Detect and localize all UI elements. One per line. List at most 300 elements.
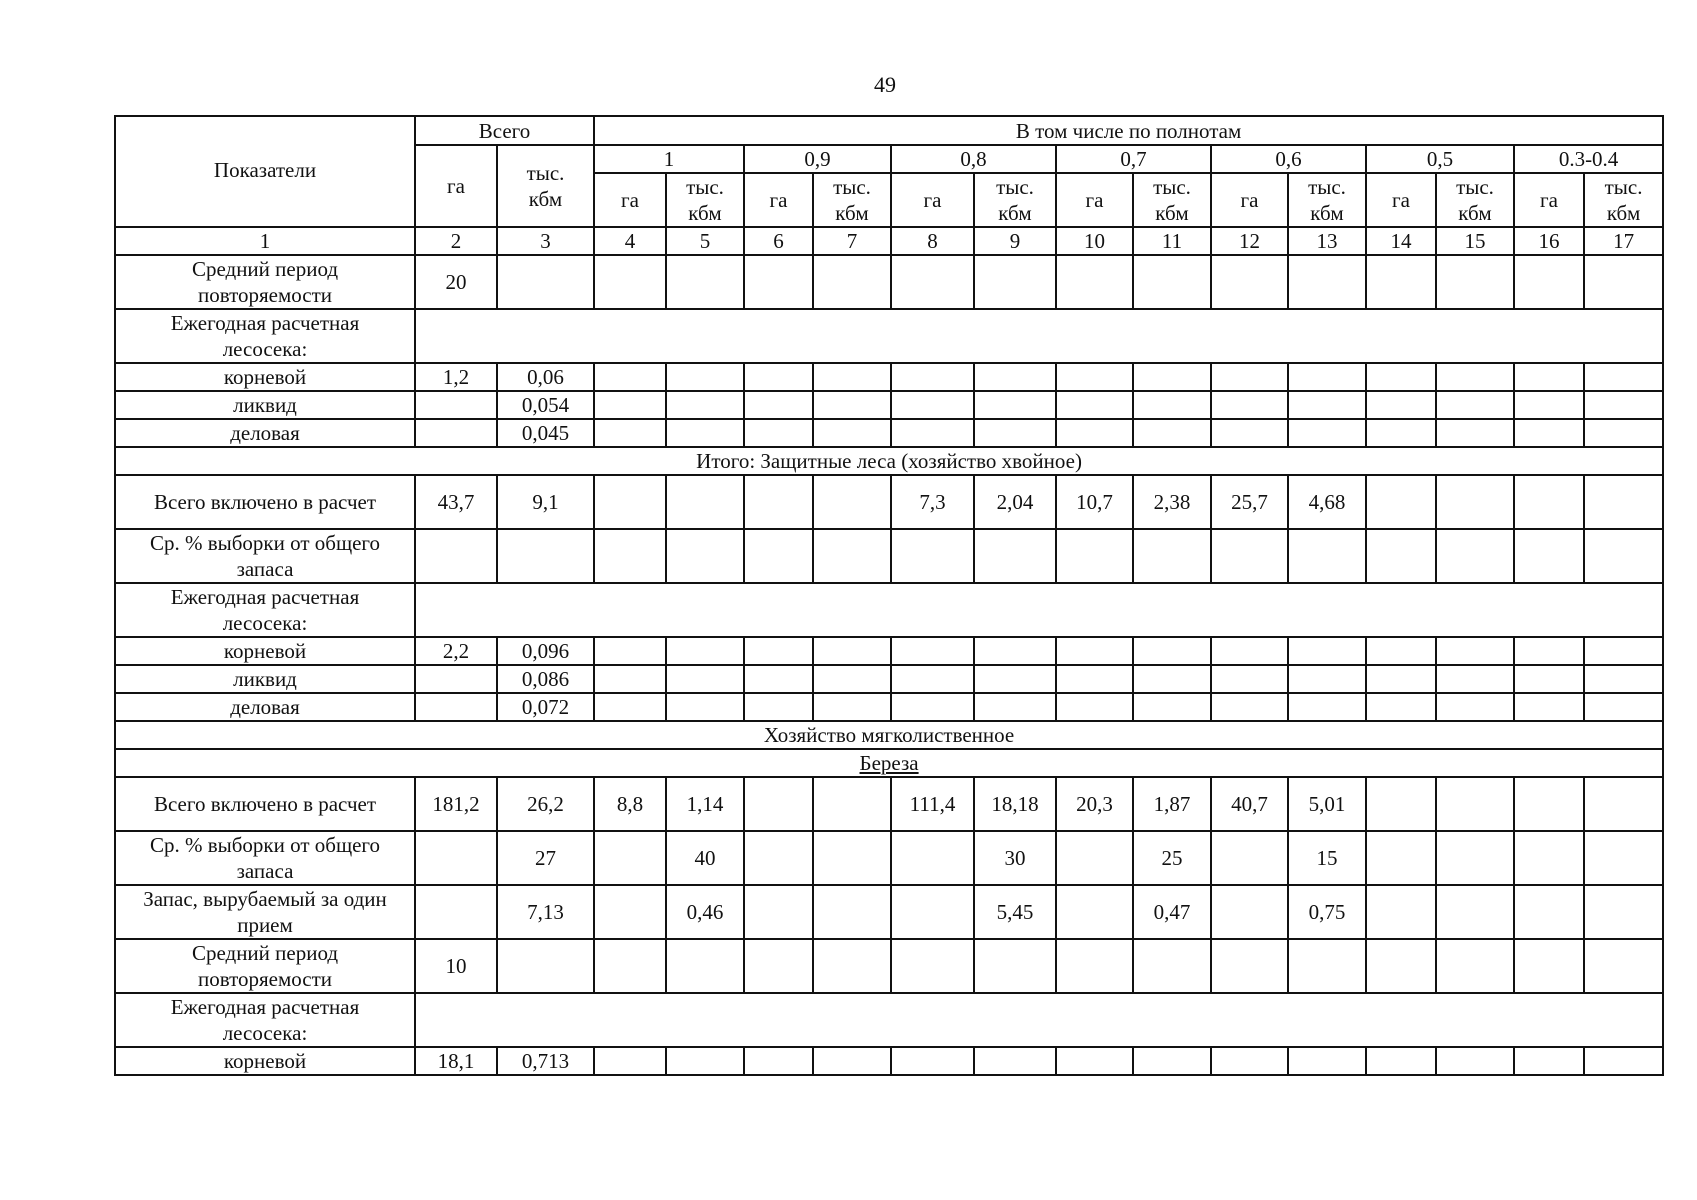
forest-allowance-table xyxy=(114,115,1664,1076)
table-cell xyxy=(974,255,1056,309)
table-cell xyxy=(1584,939,1663,993)
merged-empty-cell xyxy=(415,309,1663,363)
column-number: 11 xyxy=(1133,227,1211,255)
table-cell xyxy=(415,831,497,885)
table-cell xyxy=(891,885,974,939)
table-cell xyxy=(1133,665,1211,693)
table-cell xyxy=(744,693,813,721)
table-cell xyxy=(974,1047,1056,1075)
table-cell: 18,18 xyxy=(974,777,1056,831)
row-label: деловая xyxy=(115,693,415,721)
table-cell xyxy=(813,529,891,583)
table-cell xyxy=(744,885,813,939)
table-row xyxy=(115,363,1663,391)
table-cell xyxy=(497,529,594,583)
table-cell xyxy=(415,391,497,419)
table-cell xyxy=(1514,419,1584,447)
table-cell xyxy=(1514,391,1584,419)
table-cell xyxy=(744,831,813,885)
table-cell xyxy=(666,529,744,583)
unit-volume: тыс. кбм xyxy=(974,173,1056,227)
row-label: Ежегодная расчетная лесосека: xyxy=(115,583,415,637)
table-cell xyxy=(1436,939,1514,993)
header-by-density: В том числе по полнотам xyxy=(594,116,1663,145)
table-cell xyxy=(1436,391,1514,419)
table-cell: 26,2 xyxy=(497,777,594,831)
table-cell xyxy=(666,637,744,665)
table-cell xyxy=(1584,475,1663,529)
table-cell xyxy=(813,885,891,939)
table-cell xyxy=(891,939,974,993)
table-cell xyxy=(1211,363,1288,391)
table-cell xyxy=(1056,391,1133,419)
table-row xyxy=(115,749,1663,777)
table-cell xyxy=(1584,363,1663,391)
table-cell xyxy=(1584,777,1663,831)
table-cell xyxy=(1133,255,1211,309)
table-cell xyxy=(891,529,974,583)
column-number: 9 xyxy=(974,227,1056,255)
table-cell xyxy=(1366,475,1436,529)
table-cell xyxy=(1584,419,1663,447)
table-cell xyxy=(891,1047,974,1075)
table-cell xyxy=(813,693,891,721)
table-cell xyxy=(1514,665,1584,693)
table-cell xyxy=(1288,637,1366,665)
column-number: 10 xyxy=(1056,227,1133,255)
table-cell xyxy=(594,693,666,721)
column-number: 8 xyxy=(891,227,974,255)
table-cell xyxy=(415,693,497,721)
table-cell xyxy=(891,665,974,693)
table-row xyxy=(115,419,1663,447)
table-cell xyxy=(1584,885,1663,939)
table-cell xyxy=(813,391,891,419)
table-cell xyxy=(891,637,974,665)
table-cell xyxy=(974,637,1056,665)
unit-volume: тыс. кбм xyxy=(1133,173,1211,227)
table-cell xyxy=(594,475,666,529)
table-cell xyxy=(974,939,1056,993)
table-cell xyxy=(1056,1047,1133,1075)
table-cell xyxy=(813,637,891,665)
unit-volume: тыс. кбм xyxy=(813,173,891,227)
table-cell xyxy=(1436,885,1514,939)
table-row xyxy=(115,665,1663,693)
table-row xyxy=(115,255,1663,309)
header-total-ha: га xyxy=(415,145,497,227)
table-cell xyxy=(813,831,891,885)
table-cell xyxy=(974,419,1056,447)
table-cell xyxy=(594,529,666,583)
unit-volume: тыс. кбм xyxy=(1584,173,1663,227)
density-header: 0.3-0.4 xyxy=(1514,145,1663,173)
row-label: ликвид xyxy=(115,391,415,419)
unit-ha: га xyxy=(891,173,974,227)
table-cell: 4,68 xyxy=(1288,475,1366,529)
unit-volume: тыс. кбм xyxy=(1288,173,1366,227)
table-cell xyxy=(666,475,744,529)
row-label: корневой xyxy=(115,1047,415,1075)
table-cell xyxy=(1056,885,1133,939)
row-label: Ср. % выборки от общего запаса xyxy=(115,529,415,583)
row-label: Средний период повторяемости xyxy=(115,255,415,309)
table-row xyxy=(115,637,1663,665)
table-cell xyxy=(744,529,813,583)
density-header: 0,8 xyxy=(891,145,1056,173)
column-number: 13 xyxy=(1288,227,1366,255)
table-cell xyxy=(1056,363,1133,391)
table-cell xyxy=(744,1047,813,1075)
table-cell xyxy=(1056,255,1133,309)
table-cell xyxy=(813,665,891,693)
table-cell xyxy=(974,391,1056,419)
table-cell xyxy=(594,885,666,939)
table-row xyxy=(115,447,1663,475)
table-row xyxy=(115,721,1663,749)
table-cell xyxy=(1584,1047,1663,1075)
table-cell: 25,7 xyxy=(1211,475,1288,529)
unit-ha: га xyxy=(1514,173,1584,227)
table-cell xyxy=(1514,885,1584,939)
table-cell xyxy=(1514,529,1584,583)
table-cell xyxy=(1211,529,1288,583)
table-cell xyxy=(1514,637,1584,665)
density-header: 1 xyxy=(594,145,744,173)
table-cell: 5,01 xyxy=(1288,777,1366,831)
row-label: Всего включено в расчет xyxy=(115,777,415,831)
table-cell xyxy=(813,363,891,391)
table-cell xyxy=(744,475,813,529)
section-heading: Хозяйство мягколиственное xyxy=(115,721,1663,749)
table-cell: 25 xyxy=(1133,831,1211,885)
row-label: Ежегодная расчетная лесосека: xyxy=(115,309,415,363)
table-cell xyxy=(1056,831,1133,885)
table-cell xyxy=(1436,255,1514,309)
table-cell xyxy=(1584,665,1663,693)
table-cell xyxy=(813,255,891,309)
merged-empty-cell xyxy=(415,583,1663,637)
page-number: 49 xyxy=(874,72,896,97)
table-cell xyxy=(1133,939,1211,993)
table-cell xyxy=(891,391,974,419)
table-cell: 30 xyxy=(974,831,1056,885)
table-cell xyxy=(1366,529,1436,583)
density-header: 0,7 xyxy=(1056,145,1211,173)
table-cell: 0,713 xyxy=(497,1047,594,1075)
table-cell xyxy=(1133,637,1211,665)
table-cell: 20,3 xyxy=(1056,777,1133,831)
table-cell xyxy=(1056,529,1133,583)
table-cell xyxy=(594,391,666,419)
table-cell xyxy=(1366,885,1436,939)
column-number: 2 xyxy=(415,227,497,255)
unit-ha: га xyxy=(594,173,666,227)
table-cell xyxy=(744,363,813,391)
table-cell xyxy=(1211,637,1288,665)
table-cell xyxy=(1288,529,1366,583)
table-row xyxy=(115,885,1663,939)
table-cell: 1,2 xyxy=(415,363,497,391)
density-header: 0,5 xyxy=(1366,145,1514,173)
table-cell xyxy=(1211,693,1288,721)
section-heading: Итого: Защитные леса (хозяйство хвойное) xyxy=(115,447,1663,475)
table-cell xyxy=(1584,831,1663,885)
table-cell xyxy=(594,363,666,391)
table-cell xyxy=(666,419,744,447)
table-cell xyxy=(1584,637,1663,665)
table-cell xyxy=(1056,665,1133,693)
unit-volume: тыс. кбм xyxy=(666,173,744,227)
table-cell xyxy=(1514,693,1584,721)
table-cell xyxy=(1436,529,1514,583)
table-cell xyxy=(1056,419,1133,447)
table-cell xyxy=(1514,255,1584,309)
table-cell xyxy=(813,1047,891,1075)
table-cell: 10 xyxy=(415,939,497,993)
table-cell: 0,46 xyxy=(666,885,744,939)
density-header: 0,6 xyxy=(1211,145,1366,173)
table-cell xyxy=(744,777,813,831)
table-cell xyxy=(744,391,813,419)
table-cell xyxy=(594,419,666,447)
table-cell: 9,1 xyxy=(497,475,594,529)
table-cell: 0,086 xyxy=(497,665,594,693)
section-heading xyxy=(115,749,1663,777)
column-number: 6 xyxy=(744,227,813,255)
row-label: Средний период повторяемости xyxy=(115,939,415,993)
table-cell xyxy=(1288,1047,1366,1075)
table-cell xyxy=(1366,391,1436,419)
table-cell xyxy=(891,693,974,721)
table-cell xyxy=(1436,693,1514,721)
table-cell: 20 xyxy=(415,255,497,309)
table-cell: 0,054 xyxy=(497,391,594,419)
table-cell xyxy=(1211,255,1288,309)
table-cell xyxy=(594,831,666,885)
table-cell: 40 xyxy=(666,831,744,885)
table-cell xyxy=(1288,391,1366,419)
table-cell xyxy=(594,255,666,309)
unit-ha: га xyxy=(1211,173,1288,227)
table-cell xyxy=(974,529,1056,583)
density-header: 0,9 xyxy=(744,145,891,173)
column-number: 14 xyxy=(1366,227,1436,255)
table-row xyxy=(115,939,1663,993)
column-number: 3 xyxy=(497,227,594,255)
table-row xyxy=(115,529,1663,583)
column-number: 4 xyxy=(594,227,666,255)
table-cell xyxy=(974,665,1056,693)
table-cell xyxy=(1436,363,1514,391)
table-cell xyxy=(1133,363,1211,391)
table-cell xyxy=(1514,939,1584,993)
table-cell xyxy=(594,665,666,693)
column-number: 5 xyxy=(666,227,744,255)
section-heading-text: Береза xyxy=(859,751,919,775)
table-cell xyxy=(744,419,813,447)
table-cell xyxy=(1366,363,1436,391)
row-label: корневой xyxy=(115,363,415,391)
table-cell: 7,13 xyxy=(497,885,594,939)
column-number: 12 xyxy=(1211,227,1288,255)
table-cell xyxy=(1436,1047,1514,1075)
table-cell xyxy=(1366,255,1436,309)
table-cell xyxy=(1436,665,1514,693)
table-cell xyxy=(813,939,891,993)
table-cell xyxy=(1056,693,1133,721)
table-cell xyxy=(666,363,744,391)
table-cell xyxy=(1288,363,1366,391)
table-cell: 7,3 xyxy=(891,475,974,529)
table-cell xyxy=(594,637,666,665)
row-label: Всего включено в расчет xyxy=(115,475,415,529)
table-cell xyxy=(497,255,594,309)
table-cell: 18,1 xyxy=(415,1047,497,1075)
table-row xyxy=(115,583,1663,637)
table-cell: 2,04 xyxy=(974,475,1056,529)
table-cell xyxy=(1436,777,1514,831)
table-cell xyxy=(891,831,974,885)
table-cell xyxy=(974,363,1056,391)
table-cell xyxy=(497,939,594,993)
table-cell xyxy=(891,363,974,391)
column-number: 16 xyxy=(1514,227,1584,255)
table-cell xyxy=(1584,391,1663,419)
table-cell xyxy=(1288,255,1366,309)
table-cell xyxy=(1211,939,1288,993)
column-number: 1 xyxy=(115,227,415,255)
table-cell xyxy=(1366,831,1436,885)
table-row xyxy=(115,309,1663,363)
table-row xyxy=(115,831,1663,885)
table-cell xyxy=(744,665,813,693)
table-cell: 111,4 xyxy=(891,777,974,831)
table-cell: 1,87 xyxy=(1133,777,1211,831)
table-cell xyxy=(1436,419,1514,447)
table-row xyxy=(115,777,1663,831)
merged-empty-cell xyxy=(415,993,1663,1047)
table-cell: 43,7 xyxy=(415,475,497,529)
table-cell xyxy=(1366,665,1436,693)
table-cell xyxy=(1056,637,1133,665)
table-cell xyxy=(666,391,744,419)
table-row xyxy=(115,391,1663,419)
table-cell xyxy=(1436,475,1514,529)
table-cell xyxy=(1056,939,1133,993)
table-cell: 2,38 xyxy=(1133,475,1211,529)
table-cell: 5,45 xyxy=(974,885,1056,939)
column-number: 17 xyxy=(1584,227,1663,255)
table-cell xyxy=(1288,693,1366,721)
table-cell: 1,14 xyxy=(666,777,744,831)
header-total: Всего xyxy=(415,116,594,145)
table-cell xyxy=(666,939,744,993)
table-cell: 8,8 xyxy=(594,777,666,831)
table-cell xyxy=(1366,939,1436,993)
table-cell xyxy=(744,255,813,309)
table-cell: 0,47 xyxy=(1133,885,1211,939)
table-cell xyxy=(1133,1047,1211,1075)
header-indicators: Показатели xyxy=(115,116,415,227)
table-cell xyxy=(813,475,891,529)
table-cell xyxy=(1514,363,1584,391)
table-cell xyxy=(1366,777,1436,831)
table-cell xyxy=(1366,693,1436,721)
table-row xyxy=(115,1047,1663,1075)
row-label: Запас, вырубаемый за один прием xyxy=(115,885,415,939)
table-cell xyxy=(1366,1047,1436,1075)
table-cell xyxy=(594,1047,666,1075)
table-cell: 27 xyxy=(497,831,594,885)
table-cell xyxy=(415,665,497,693)
table-cell: 40,7 xyxy=(1211,777,1288,831)
table-cell xyxy=(1366,637,1436,665)
table-cell xyxy=(744,637,813,665)
table-cell: 0,06 xyxy=(497,363,594,391)
unit-ha: га xyxy=(744,173,813,227)
table-cell xyxy=(1514,831,1584,885)
table-cell xyxy=(813,419,891,447)
table-cell xyxy=(1288,939,1366,993)
row-label: Ср. % выборки от общего запаса xyxy=(115,831,415,885)
table-cell: 0,75 xyxy=(1288,885,1366,939)
table-cell xyxy=(1584,529,1663,583)
table-cell xyxy=(744,939,813,993)
table-cell xyxy=(1288,419,1366,447)
table-cell xyxy=(1133,693,1211,721)
table-cell xyxy=(1211,419,1288,447)
table-cell xyxy=(666,1047,744,1075)
table-cell xyxy=(666,665,744,693)
column-number: 15 xyxy=(1436,227,1514,255)
table-cell xyxy=(1133,419,1211,447)
column-number: 7 xyxy=(813,227,891,255)
table-cell xyxy=(813,777,891,831)
table-row xyxy=(115,993,1663,1047)
table-cell xyxy=(666,693,744,721)
table-row xyxy=(115,475,1663,529)
table-cell xyxy=(1514,475,1584,529)
row-label: корневой xyxy=(115,637,415,665)
table-cell xyxy=(1288,665,1366,693)
table-cell xyxy=(1584,693,1663,721)
table-cell xyxy=(1211,1047,1288,1075)
table-row xyxy=(115,693,1663,721)
table-cell xyxy=(1436,831,1514,885)
table-cell xyxy=(974,693,1056,721)
unit-ha: га xyxy=(1056,173,1133,227)
table-cell xyxy=(666,255,744,309)
table-cell xyxy=(1514,1047,1584,1075)
table-cell xyxy=(1436,637,1514,665)
table-cell xyxy=(891,255,974,309)
table-cell xyxy=(1211,831,1288,885)
table-cell xyxy=(1133,529,1211,583)
unit-volume: тыс. кбм xyxy=(1436,173,1514,227)
table-cell xyxy=(1211,391,1288,419)
table-cell xyxy=(1211,665,1288,693)
table-cell: 181,2 xyxy=(415,777,497,831)
unit-ha: га xyxy=(1366,173,1436,227)
table-cell xyxy=(415,529,497,583)
table-cell xyxy=(594,939,666,993)
table-cell xyxy=(1514,777,1584,831)
header-total-volume: тыс. кбм xyxy=(497,145,594,227)
table-cell xyxy=(1211,885,1288,939)
table-cell xyxy=(415,885,497,939)
table-cell xyxy=(415,419,497,447)
